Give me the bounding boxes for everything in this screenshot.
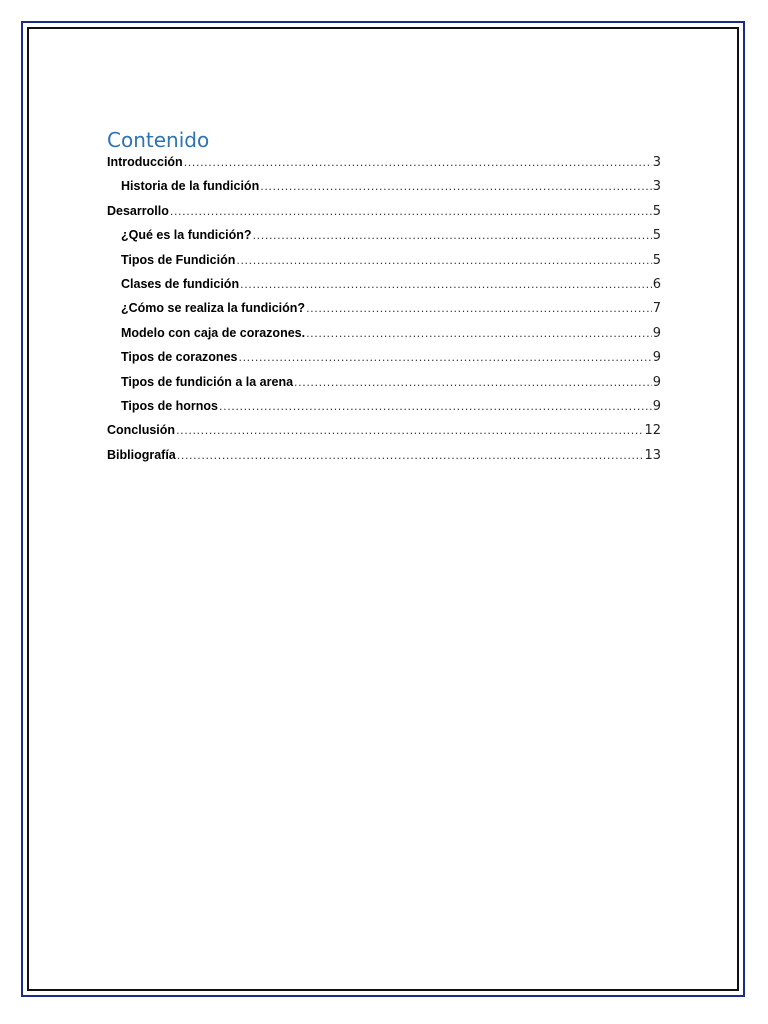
toc-dot-leader <box>306 302 652 315</box>
toc-entry-label: ¿Qué es la fundición? <box>121 228 252 243</box>
toc-entry-label: Clases de fundición <box>121 276 240 291</box>
toc-entry[interactable] <box>107 375 661 399</box>
toc-entry-page: 7 <box>652 301 661 317</box>
toc-entry-page: 5 <box>652 203 661 219</box>
toc-entry-label: Tipos de Fundición <box>121 252 236 267</box>
toc-entry-label: Tipos de corazones <box>121 350 238 365</box>
toc-entry-page: 5 <box>652 228 661 244</box>
toc-dot-leader <box>253 229 652 242</box>
toc-entry-label: Desarrollo <box>107 203 169 218</box>
toc-entries <box>107 155 661 472</box>
toc-entry[interactable] <box>107 277 661 301</box>
toc-entry[interactable] <box>107 350 661 374</box>
toc-dot-leader <box>238 351 651 364</box>
toc-entry[interactable] <box>107 253 661 277</box>
toc-entry-label: Tipos de hornos <box>121 398 218 413</box>
toc-dot-leader <box>184 156 652 169</box>
toc-entry[interactable] <box>107 423 661 447</box>
toc-entry-label: ¿Cómo se realiza la fundición? <box>121 301 306 316</box>
toc-entry[interactable] <box>107 399 661 423</box>
toc-entry-page: 5 <box>652 252 661 268</box>
toc-title: Contenido <box>107 128 210 152</box>
toc-entry[interactable] <box>107 179 661 203</box>
toc-dot-leader <box>294 376 652 389</box>
toc-dot-leader <box>240 278 652 291</box>
toc-entry-page: 9 <box>652 374 661 390</box>
toc-entry-label: Historia de la fundición <box>121 179 260 194</box>
toc-entry-page: 12 <box>644 423 661 439</box>
toc-dot-leader <box>177 449 644 462</box>
toc-entry[interactable] <box>107 326 661 350</box>
toc-entry-label: Conclusión <box>107 423 176 438</box>
toc-dot-leader <box>219 400 652 413</box>
toc-entry-label: Modelo con caja de corazones. <box>121 325 306 340</box>
toc-entry-page: 3 <box>652 179 661 195</box>
toc-entry[interactable] <box>107 448 661 472</box>
toc-dot-leader <box>170 205 652 218</box>
toc-entry-page: 13 <box>644 447 661 463</box>
toc-entry[interactable] <box>107 155 661 179</box>
toc-entry-label: Bibliografía <box>107 447 176 462</box>
toc-dot-leader <box>176 424 643 437</box>
toc-dot-leader <box>236 254 651 267</box>
toc-dot-leader <box>306 327 652 340</box>
toc-entry-page: 9 <box>652 350 661 366</box>
toc-dot-leader <box>260 180 652 193</box>
toc-entry[interactable] <box>107 228 661 252</box>
toc-entry[interactable] <box>107 204 661 228</box>
toc-entry-page: 9 <box>652 398 661 414</box>
table-of-contents <box>107 126 661 472</box>
toc-entry-page: 6 <box>652 276 661 292</box>
toc-entry[interactable] <box>107 301 661 325</box>
toc-entry-label: Introducción <box>107 155 183 169</box>
toc-entry-page: 3 <box>652 155 661 170</box>
toc-entry-label: Tipos de fundición a la arena <box>121 374 294 389</box>
toc-entry-page: 9 <box>652 325 661 341</box>
